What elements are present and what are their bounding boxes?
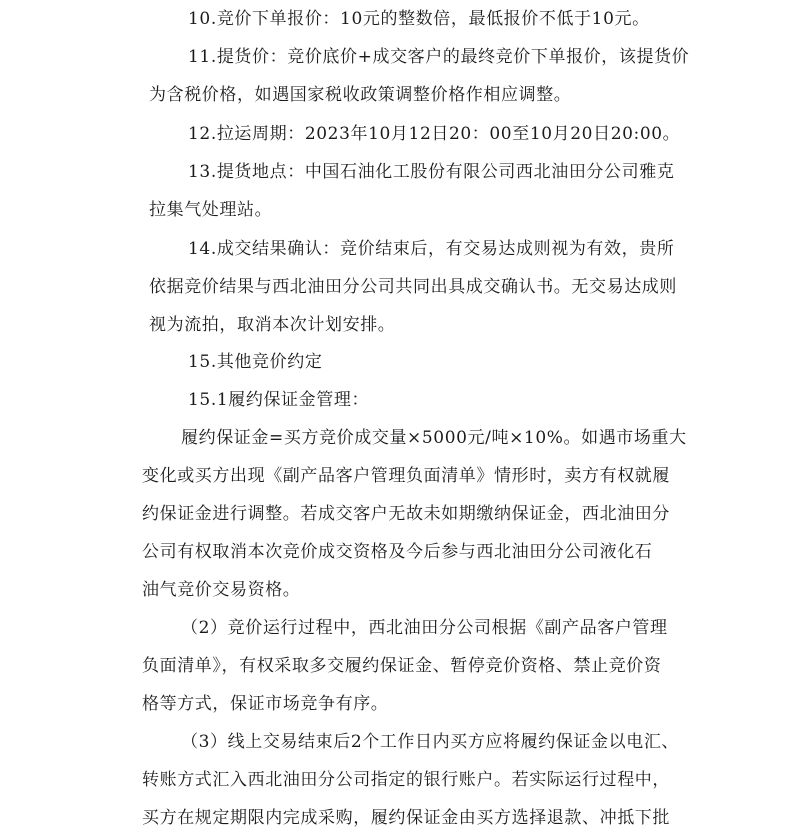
text-line: 14.成交结果确认：竞价结束后，有交易达成则视为有效，贵所 <box>188 239 675 259</box>
text-line: 11.提货价：竞价底价+成交客户的最终竞价下单报价，该提货价 <box>188 47 690 67</box>
text-line: 转账方式汇入西北油田分公司指定的银行账户。若实际运行过程中， <box>142 770 670 790</box>
text-line: 买方在规定期限内完成采购，履约保证金由买方选择退款、冲抵下批 <box>142 808 670 828</box>
text-line: 格等方式，保证市场竞争有序。 <box>142 694 389 714</box>
text-line: 变化或买方出现《副产品客户管理负面清单》情形时，卖方有权就履 <box>142 466 670 486</box>
text-line: （3）线上交易结束后2个工作日内买方应将履约保证金以电汇、 <box>181 732 680 752</box>
text-line: 为含税价格，如遇国家税收政策调整价格作相应调整。 <box>149 85 572 105</box>
text-line: 15.1履约保证金管理： <box>188 390 370 410</box>
text-line: 油气竞价交易资格。 <box>142 580 301 600</box>
text-line: 视为流拍，取消本次计划安排。 <box>149 315 396 335</box>
text-line: 拉集气处理站。 <box>149 200 273 220</box>
text-line: （2）竞价运行过程中，西北油田分公司根据《副产品客户管理 <box>181 618 668 638</box>
text-line: 12.拉运周期：2023年10月12日20：00至10月20日20:00。 <box>188 124 681 144</box>
text-line: 履约保证金=买方竞价成交量×5000元/吨×10%。如遇市场重大 <box>181 428 687 448</box>
text-line: 15.其他竞价约定 <box>188 352 323 372</box>
text-line: 约保证金进行调整。若成交客户无故未如期缴纳保证金，西北油田分 <box>142 504 670 524</box>
text-line: 依据竞价结果与西北油田分公司共同出具成交确认书。无交易达成则 <box>149 277 677 297</box>
text-line: 13.提货地点：中国石油化工股份有限公司西北油田分公司雅克 <box>188 162 675 182</box>
text-line: 负面清单》，有权采取多交履约保证金、暂停竞价资格、禁止竞价资 <box>142 656 662 676</box>
text-line: 10.竞价下单报价：10元的整数倍，最低报价不低于10元。 <box>188 9 650 29</box>
text-line: 公司有权取消本次竞价成交资格及今后参与西北油田分公司液化石 <box>142 542 653 562</box>
